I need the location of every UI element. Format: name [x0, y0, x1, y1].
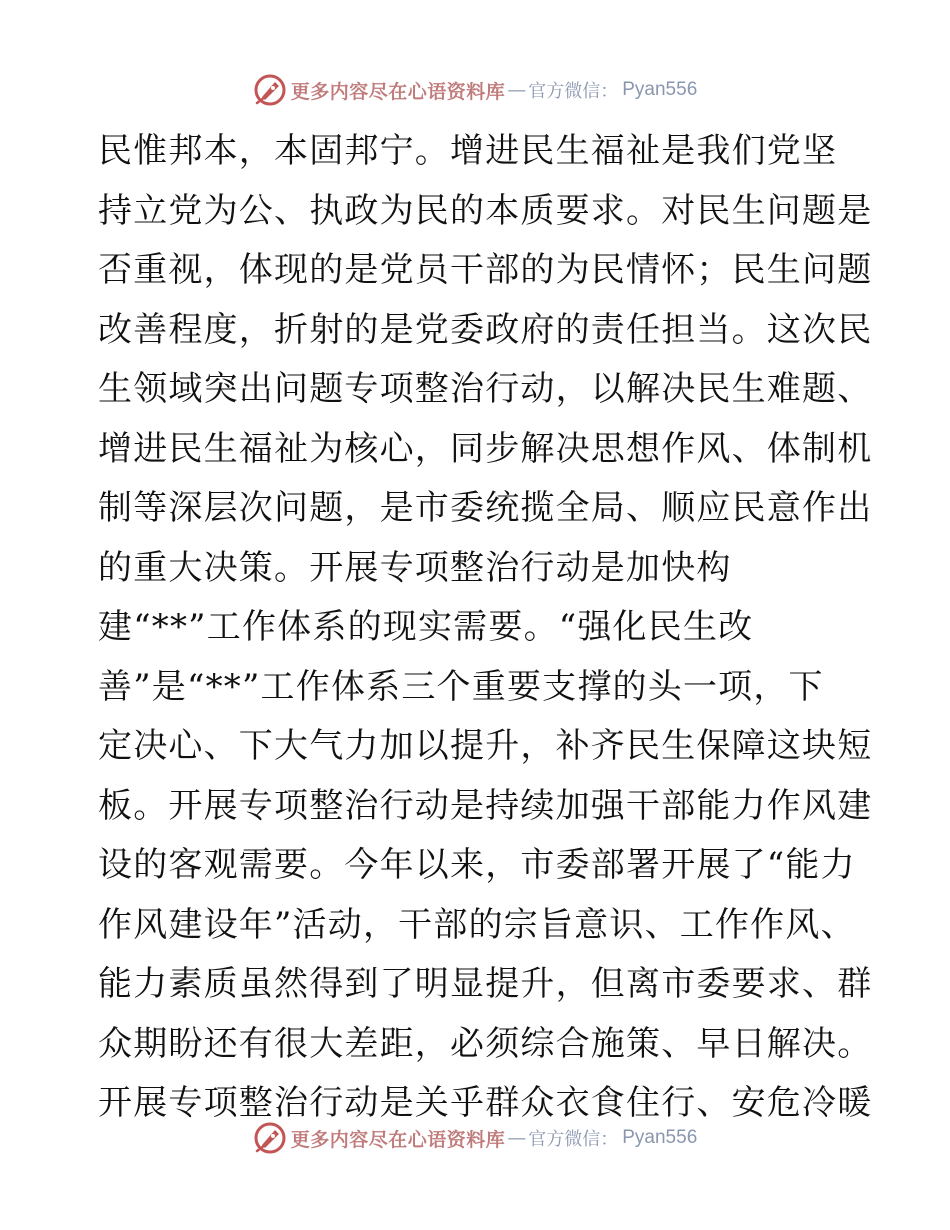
text-line: 持立党为公、执政为民的本质要求。对民生问题是 — [98, 190, 873, 231]
document-body — [98, 122, 873, 1134]
text-line: 制等深层次问题，是市委统揽全局、顺应民意作出 — [98, 488, 873, 528]
text-line: 改善程度，折射的是党委政府的责任担当。这次民 — [98, 309, 873, 350]
watermark-main-text: 更多内容尽在心语资料库 — [290, 80, 506, 103]
text-line: 的重大决策。开展专项整治行动是加快构 — [98, 547, 732, 588]
watermark-separator: — — [507, 1127, 527, 1149]
watermark-main-text: 更多内容尽在心语资料库 — [290, 1128, 506, 1151]
header-watermark — [0, 70, 950, 110]
text-line: 善”是“**”工作体系三个重要支撑的头一项，下 — [98, 666, 824, 707]
text-line: 增进民生福祉为核心，同步解决思想作风、体制机 — [98, 428, 873, 469]
pen-nib-logo-icon — [253, 1121, 287, 1155]
text-line: 开展专项整治行动是关乎群众衣食住行、安危冷暖 — [98, 1083, 873, 1123]
watermark-id: Pyan556 — [622, 1127, 698, 1148]
pen-nib-logo-icon — [253, 73, 287, 107]
watermark-label: 官方微信： — [528, 81, 619, 102]
watermark-label: 官方微信： — [528, 1129, 619, 1150]
text-line: 能力素质虽然得到了明显提升，但离市委要求、群 — [98, 964, 873, 1004]
footer-watermark — [0, 1118, 950, 1158]
watermark-separator: — — [507, 79, 527, 101]
text-line: 设的客观需要。今年以来，市委部署开展了“能力 — [98, 845, 856, 885]
text-line: 板。开展专项整治行动是持续加强干部能力作风建 — [98, 785, 873, 826]
text-line: 建“**”工作体系的现实需要。“强化民生改 — [98, 607, 754, 647]
text-line: 定决心、下大气力加以提升，补齐民生保障这块短 — [98, 726, 873, 766]
text-line: 生领域突出问题专项整治行动，以解决民生难题、 — [98, 369, 873, 409]
text-line: 众期盼还有很大差距，必须综合施策、早日解决。 — [98, 1023, 873, 1064]
text-line: 作风建设年”活动，干部的宗旨意识、工作作风、 — [98, 904, 856, 945]
watermark-id: Pyan556 — [622, 79, 698, 100]
text-line: 民惟邦本，本固邦宁。增进民生福祉是我们党坚 — [98, 131, 838, 171]
text-line: 否重视，体现的是党员干部的为民情怀；民生问题 — [98, 250, 873, 290]
